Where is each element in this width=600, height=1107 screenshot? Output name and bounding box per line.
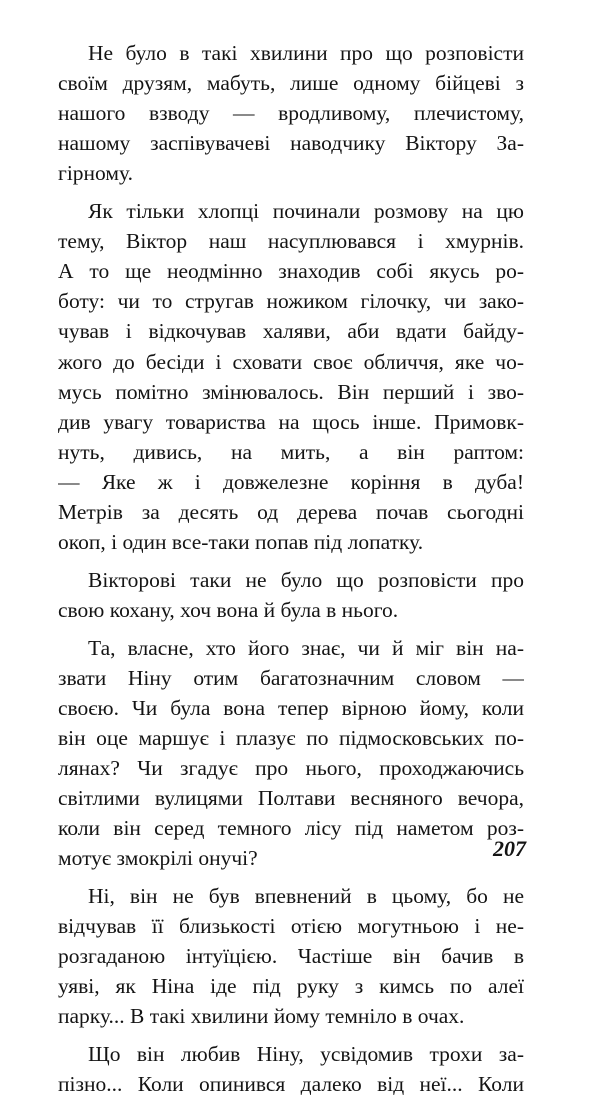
text-line: мотує змокрілі онучі? <box>58 846 258 871</box>
text-line: своєю. Чи була вона тепер вірною йому, коли <box>58 695 524 720</box>
text-line: пізно... Коли опинився далеко від неї... Коли <box>58 1072 524 1097</box>
text-line: Та, власне, хто його знає, чи й міг він на- <box>88 635 524 660</box>
text-line: парку... В такі хвилини йому темніло в очах. <box>58 1004 465 1029</box>
paragraph <box>58 38 524 188</box>
text-line: розгаданою інтуїцією. Частіше він бачив в <box>58 944 524 969</box>
text-line: А то ще неодмінно знаходив собі якусь ро- <box>58 259 524 284</box>
text-line: звати Ніну отим багатозначним словом — <box>58 665 524 690</box>
paragraph <box>58 565 524 625</box>
text-line: Як тільки хлопці починали розмову на цю <box>88 199 524 224</box>
paragraph <box>58 881 524 1031</box>
text-line: тему, Віктор наш насуплювався і хмурнів. <box>58 229 524 254</box>
text-line: Метрів за десять од дерева почав сьогодні <box>58 500 524 524</box>
text-line: Ні, він не був впевнений в цьому, бо не <box>88 883 524 908</box>
text-line: див увагу товариства на щось інше. Примовк- <box>58 409 524 434</box>
text-line: окоп, і один все-таки попав під лопатку. <box>58 530 424 555</box>
text-line: жого до бесіди і сховати своє обличчя, яке чо- <box>58 349 524 374</box>
text-line: Вікторові таки не було що розповісти про <box>88 567 524 592</box>
text-line: своїм друзям, мабуть, лише одному бійцеві з <box>58 71 524 96</box>
text-line: Не було в такі хвилини про що розповісти <box>88 41 524 65</box>
text-line: він оце маршує і плазує по підмосковських по- <box>58 725 524 750</box>
text-line: мусь помітно змінювалось. Він перший і зво- <box>58 379 524 404</box>
page-number: 207 <box>493 836 526 861</box>
text-line: уяві, як Ніна іде під руку з кимсь по алеї <box>58 974 524 999</box>
text-line: нуть, дивись, на мить, а він раптом: <box>58 439 524 464</box>
paragraph <box>58 1039 524 1099</box>
text-line: боту: чи то стругав ножиком гілочку, чи зако- <box>58 289 524 314</box>
text-line: лянах? Чи згадує про нього, проходжаючись <box>58 755 524 780</box>
text-line: коли він серед темного лісу під наметом роз- <box>58 816 524 841</box>
text-line: Що він любив Ніну, усвідомив трохи за- <box>88 1041 524 1066</box>
paragraph <box>58 196 524 557</box>
paragraph <box>58 633 524 874</box>
text-line: світлими вулицями Полтави весняного вечора, <box>58 786 524 811</box>
text-line: гірному. <box>58 161 133 186</box>
text-line: відчував її близькості отією могутньою і не- <box>58 914 524 938</box>
text-line: чував і відкочував халяви, аби вдати байду- <box>58 319 524 344</box>
text-line: нашого взводу — вродливому, плечистому, <box>58 101 524 126</box>
text-line: нашому заспівувачеві наводчику Віктору За- <box>58 131 524 156</box>
text-line: свою кохану, хоч вона й була в нього. <box>58 597 399 622</box>
text-line: — Яке ж і довжелезне коріння в дуба! <box>58 469 524 494</box>
body-text <box>58 38 524 1107</box>
